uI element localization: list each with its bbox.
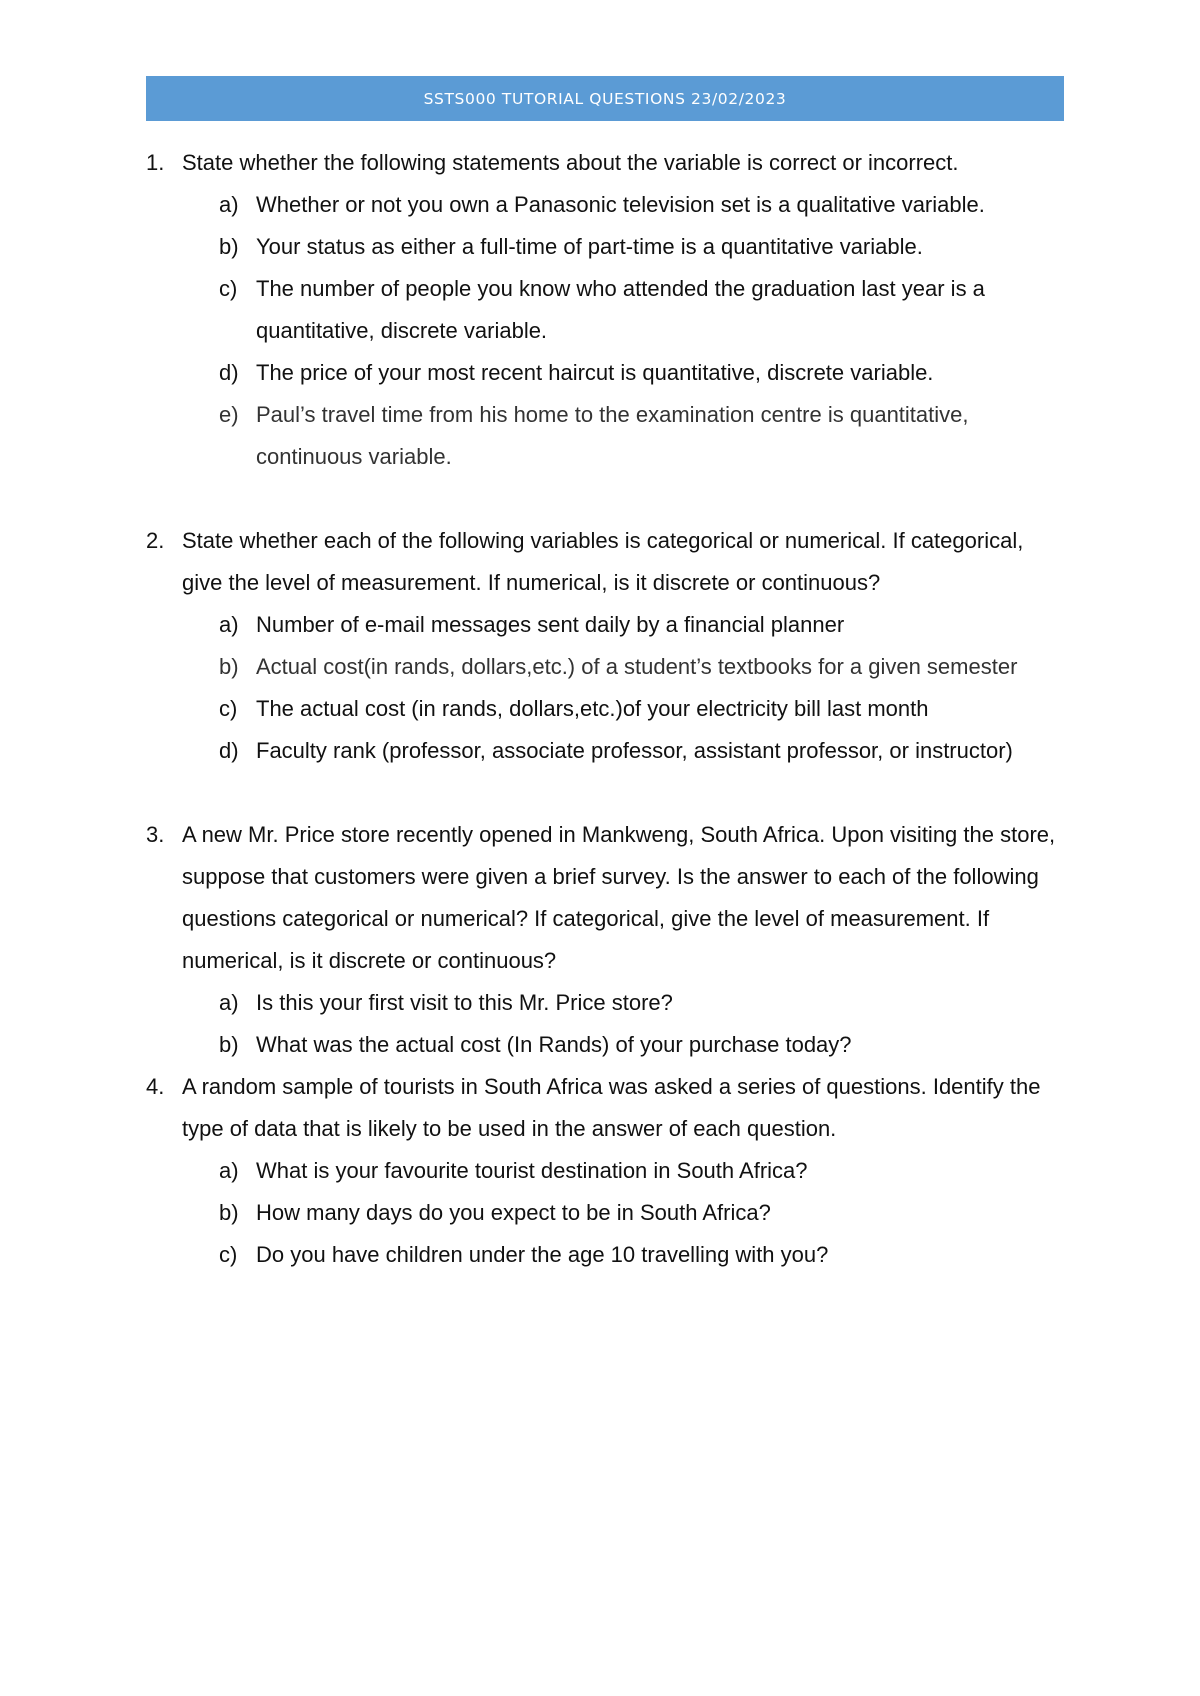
item-letter: e) (219, 402, 239, 427)
question-text: State whether the following statements about the variable is correct or incorrect. (182, 150, 959, 175)
item-text: The price of your most recent haircut is quantitative, discrete variable. (256, 360, 934, 385)
question-1 (146, 142, 1066, 184)
list-item (146, 688, 1066, 730)
item-letter: b) (219, 1200, 239, 1225)
question-3-items (146, 982, 1066, 1066)
item-letter: d) (219, 738, 239, 763)
list-item (146, 1234, 1066, 1276)
item-text: Paul’s travel time from his home to the examination centre is quantitative, continuous variable. (256, 402, 969, 469)
item-text: Your status as either a full-time of part-time is a quantitative variable. (256, 234, 923, 259)
list-item (146, 226, 1066, 268)
item-letter: a) (219, 612, 239, 637)
item-text: Do you have children under the age 10 travelling with you? (256, 1242, 829, 1267)
item-text: What was the actual cost (In Rands) of your purchase today? (256, 1032, 852, 1057)
item-text: Whether or not you own a Panasonic television set is a qualitative variable. (256, 192, 985, 217)
item-letter: a) (219, 990, 239, 1015)
list-item (146, 268, 1066, 352)
list-item (146, 1150, 1066, 1192)
question-2 (146, 520, 1066, 604)
question-number: 2. (146, 528, 165, 553)
list-item (146, 1192, 1066, 1234)
question-4-items (146, 1150, 1066, 1276)
item-text: Actual cost(in rands, dollars,etc.) of a student’s textbooks for a given semester (256, 654, 1018, 679)
item-letter: a) (219, 1158, 239, 1183)
item-letter: c) (219, 696, 238, 721)
question-3 (146, 814, 1066, 982)
question-number: 3. (146, 822, 165, 847)
item-text: Is this your first visit to this Mr. Price store? (256, 990, 673, 1015)
list-item (146, 184, 1066, 226)
item-text: How many days do you expect to be in South Africa? (256, 1200, 771, 1225)
item-letter: b) (219, 1032, 239, 1057)
tutorial-questions (146, 142, 1066, 1276)
document-title: SSTS000 TUTORIAL QUESTIONS 23/02/2023 (423, 89, 787, 108)
item-letter: b) (219, 654, 239, 679)
item-letter: c) (219, 1242, 238, 1267)
item-text: The actual cost (in rands, dollars,etc.)of your electricity bill last month (256, 696, 929, 721)
item-letter: b) (219, 234, 239, 259)
list-item (146, 352, 1066, 394)
list-item (146, 982, 1066, 1024)
question-text: A random sample of tourists in South Africa was asked a series of questions. Identify the type of data that is likely to be used in the answer of each question. (182, 1074, 1041, 1141)
item-text: What is your favourite tourist destination in South Africa? (256, 1158, 808, 1183)
item-text: The number of people you know who attended the graduation last year is a quantitative, discrete variable. (256, 276, 985, 343)
list-item (146, 1024, 1066, 1066)
list-item (146, 646, 1066, 688)
item-letter: d) (219, 360, 239, 385)
list-item (146, 394, 1066, 478)
list-item (146, 730, 1066, 772)
question-2-items (146, 604, 1066, 772)
question-text: A new Mr. Price store recently opened in Mankweng, South Africa. Upon visiting the store, suppose that customers were given a brief survey. Is the answer to each of the following questions categorical or numerical? If categorical, give the level of measurement. If numerical, is it discrete or continuous? (182, 822, 1056, 973)
spacer (146, 478, 1066, 520)
question-text: State whether each of the following variables is categorical or numerical. If categorical, give the level of measurement. If numerical, is it discrete or continuous? (182, 528, 1024, 595)
item-text: Faculty rank (professor, associate professor, assistant professor, or instructor) (256, 738, 1013, 763)
spacer (146, 772, 1066, 814)
question-4 (146, 1066, 1066, 1150)
list-item (146, 604, 1066, 646)
question-number: 4. (146, 1074, 165, 1099)
item-letter: c) (219, 276, 238, 301)
item-letter: a) (219, 192, 239, 217)
question-number: 1. (146, 150, 165, 175)
document-header-bar (146, 76, 1064, 121)
item-text: Number of e-mail messages sent daily by a financial planner (256, 612, 845, 637)
question-1-items (146, 184, 1066, 478)
